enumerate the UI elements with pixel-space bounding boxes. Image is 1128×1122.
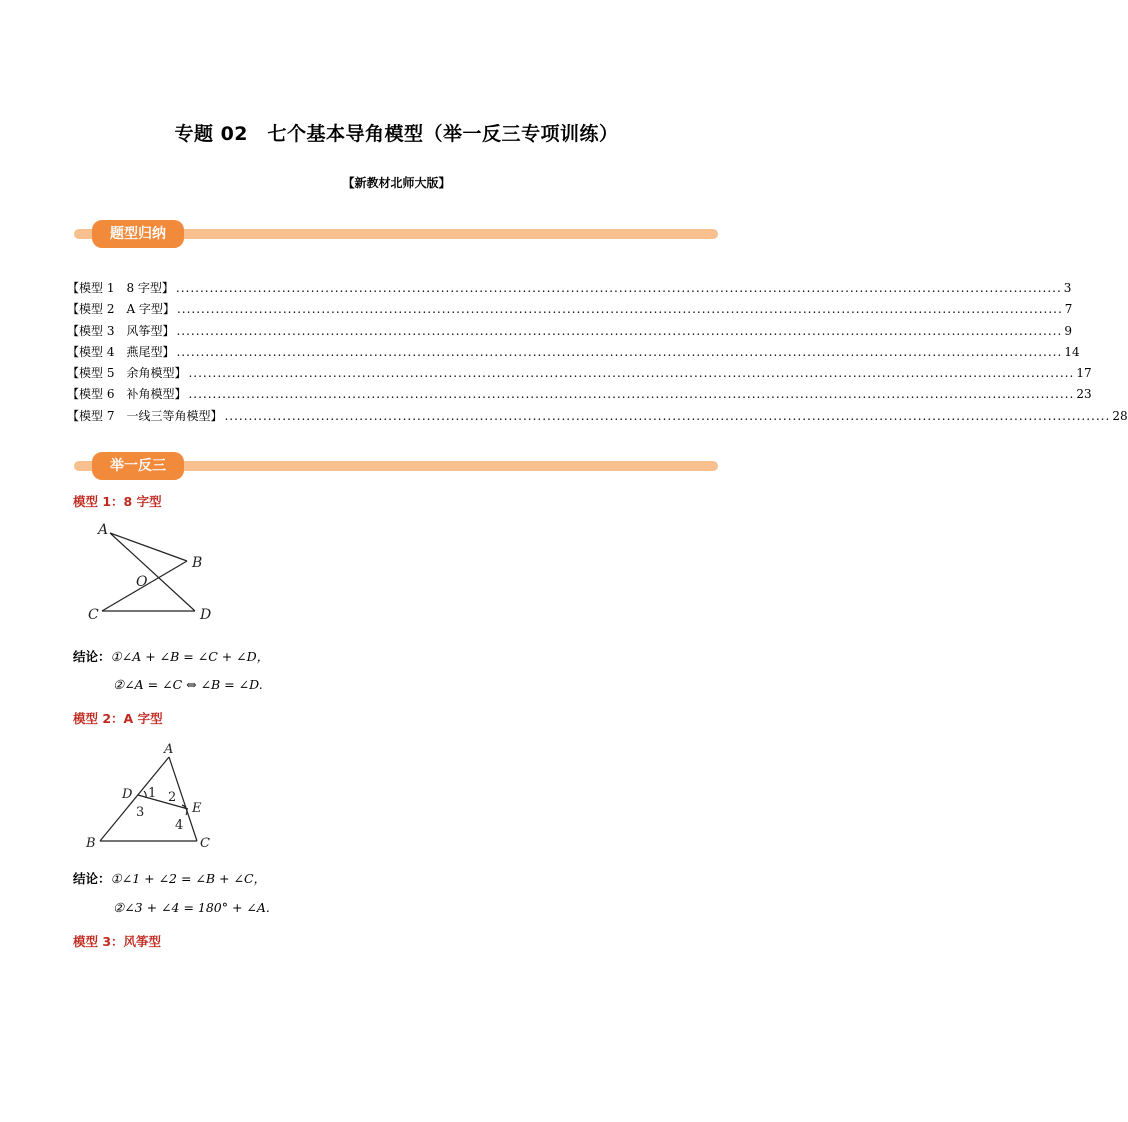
toc-item-label: 【模型 4 燕尾型】 (67, 344, 175, 359)
label-A: A (98, 522, 109, 538)
toc-item-label: 【模型 5 余角模型】 (67, 366, 187, 381)
toc-item-page: 14 (1064, 344, 1080, 359)
toc-item-page: 17 (1076, 366, 1092, 381)
toc-item[interactable] (67, 321, 1072, 342)
model-1-conclusion-1 (73, 647, 269, 665)
toc-item-label: 【模型 2 A 字型】 (67, 302, 175, 317)
label-B: B (86, 836, 96, 851)
model-1-conclusion-2 (113, 677, 263, 692)
page-title: 专题 02 七个基本导角模型（举一反三专项训练） (174, 123, 619, 145)
toc-item[interactable] (67, 406, 1128, 427)
conclusion-formula: ①∠A + ∠B = ∠C + ∠D， (110, 649, 270, 664)
toc-item-label: 【模型 1 8 字型】 (67, 281, 174, 295)
toc-leader: ........................................................................................................................................................................................ (176, 302, 1063, 317)
model-2-conclusion-2 (113, 900, 270, 915)
toc-item-label: 【模型 3 风筝型】 (67, 323, 175, 338)
toc-item[interactable] (67, 342, 1080, 363)
conclusion-formula: ①∠1 + ∠2 = ∠B + ∠C， (110, 871, 267, 886)
conclusion-label: 结论： (73, 871, 111, 886)
label-angle-4: 4 (175, 818, 184, 833)
toc-item-page: 23 (1076, 387, 1092, 402)
toc-item-page: 9 (1064, 323, 1072, 338)
figure-8-shape (80, 515, 230, 630)
label-A: A (164, 742, 174, 757)
toc-item-page: 7 (1064, 302, 1073, 317)
section-tab-examples: 举一反三 (92, 452, 184, 480)
conclusion-formula: ②∠A = ∠C ⇔ ∠B = ∠D. (113, 677, 263, 692)
toc-leader: ........................................................................................................................................................................................ (224, 408, 1111, 423)
label-angle-3: 3 (136, 805, 145, 820)
toc-leader: ........................................................................................................................................................................................ (176, 344, 1063, 359)
toc-leader: ........................................................................................................................................................................................ (175, 281, 1062, 295)
model-2-heading: 模型 2：A 字型 (73, 711, 163, 726)
label-D: D (200, 607, 212, 623)
toc-item-label: 【模型 6 补角模型】 (67, 387, 187, 402)
label-E: E (192, 801, 202, 816)
label-C: C (200, 836, 210, 851)
toc-item[interactable] (67, 278, 1072, 299)
label-angle-1: 1 (148, 786, 157, 801)
table-of-contents (67, 278, 1128, 427)
section-tab-toc: 题型归纳 (92, 220, 184, 248)
label-C: C (88, 607, 99, 623)
figure-a-shape (80, 735, 240, 855)
toc-item-page: 3 (1063, 281, 1072, 295)
toc-leader: ........................................................................................................................................................................................ (188, 387, 1075, 402)
model-3-heading: 模型 3：风筝型 (73, 934, 162, 949)
label-O: O (136, 574, 148, 590)
toc-item[interactable] (67, 363, 1092, 384)
toc-leader: ........................................................................................................................................................................................ (188, 366, 1075, 381)
label-angle-2: 2 (168, 790, 177, 805)
label-B: B (192, 555, 203, 571)
toc-item-page: 28 (1112, 408, 1128, 423)
toc-item[interactable] (67, 299, 1073, 320)
model-1-heading: 模型 1：8 字型 (73, 494, 162, 509)
page-subtitle: 【新教材北师大版】 (342, 176, 451, 190)
toc-item-label: 【模型 7 一线三等角模型】 (67, 408, 223, 423)
toc-leader: ........................................................................................................................................................................................ (176, 323, 1063, 338)
model-2-conclusion-1 (73, 869, 266, 887)
conclusion-label: 结论： (73, 649, 111, 664)
conclusion-formula: ②∠3 + ∠4 = 180° + ∠A. (113, 900, 270, 915)
toc-item[interactable] (67, 384, 1092, 405)
label-D: D (122, 787, 133, 802)
